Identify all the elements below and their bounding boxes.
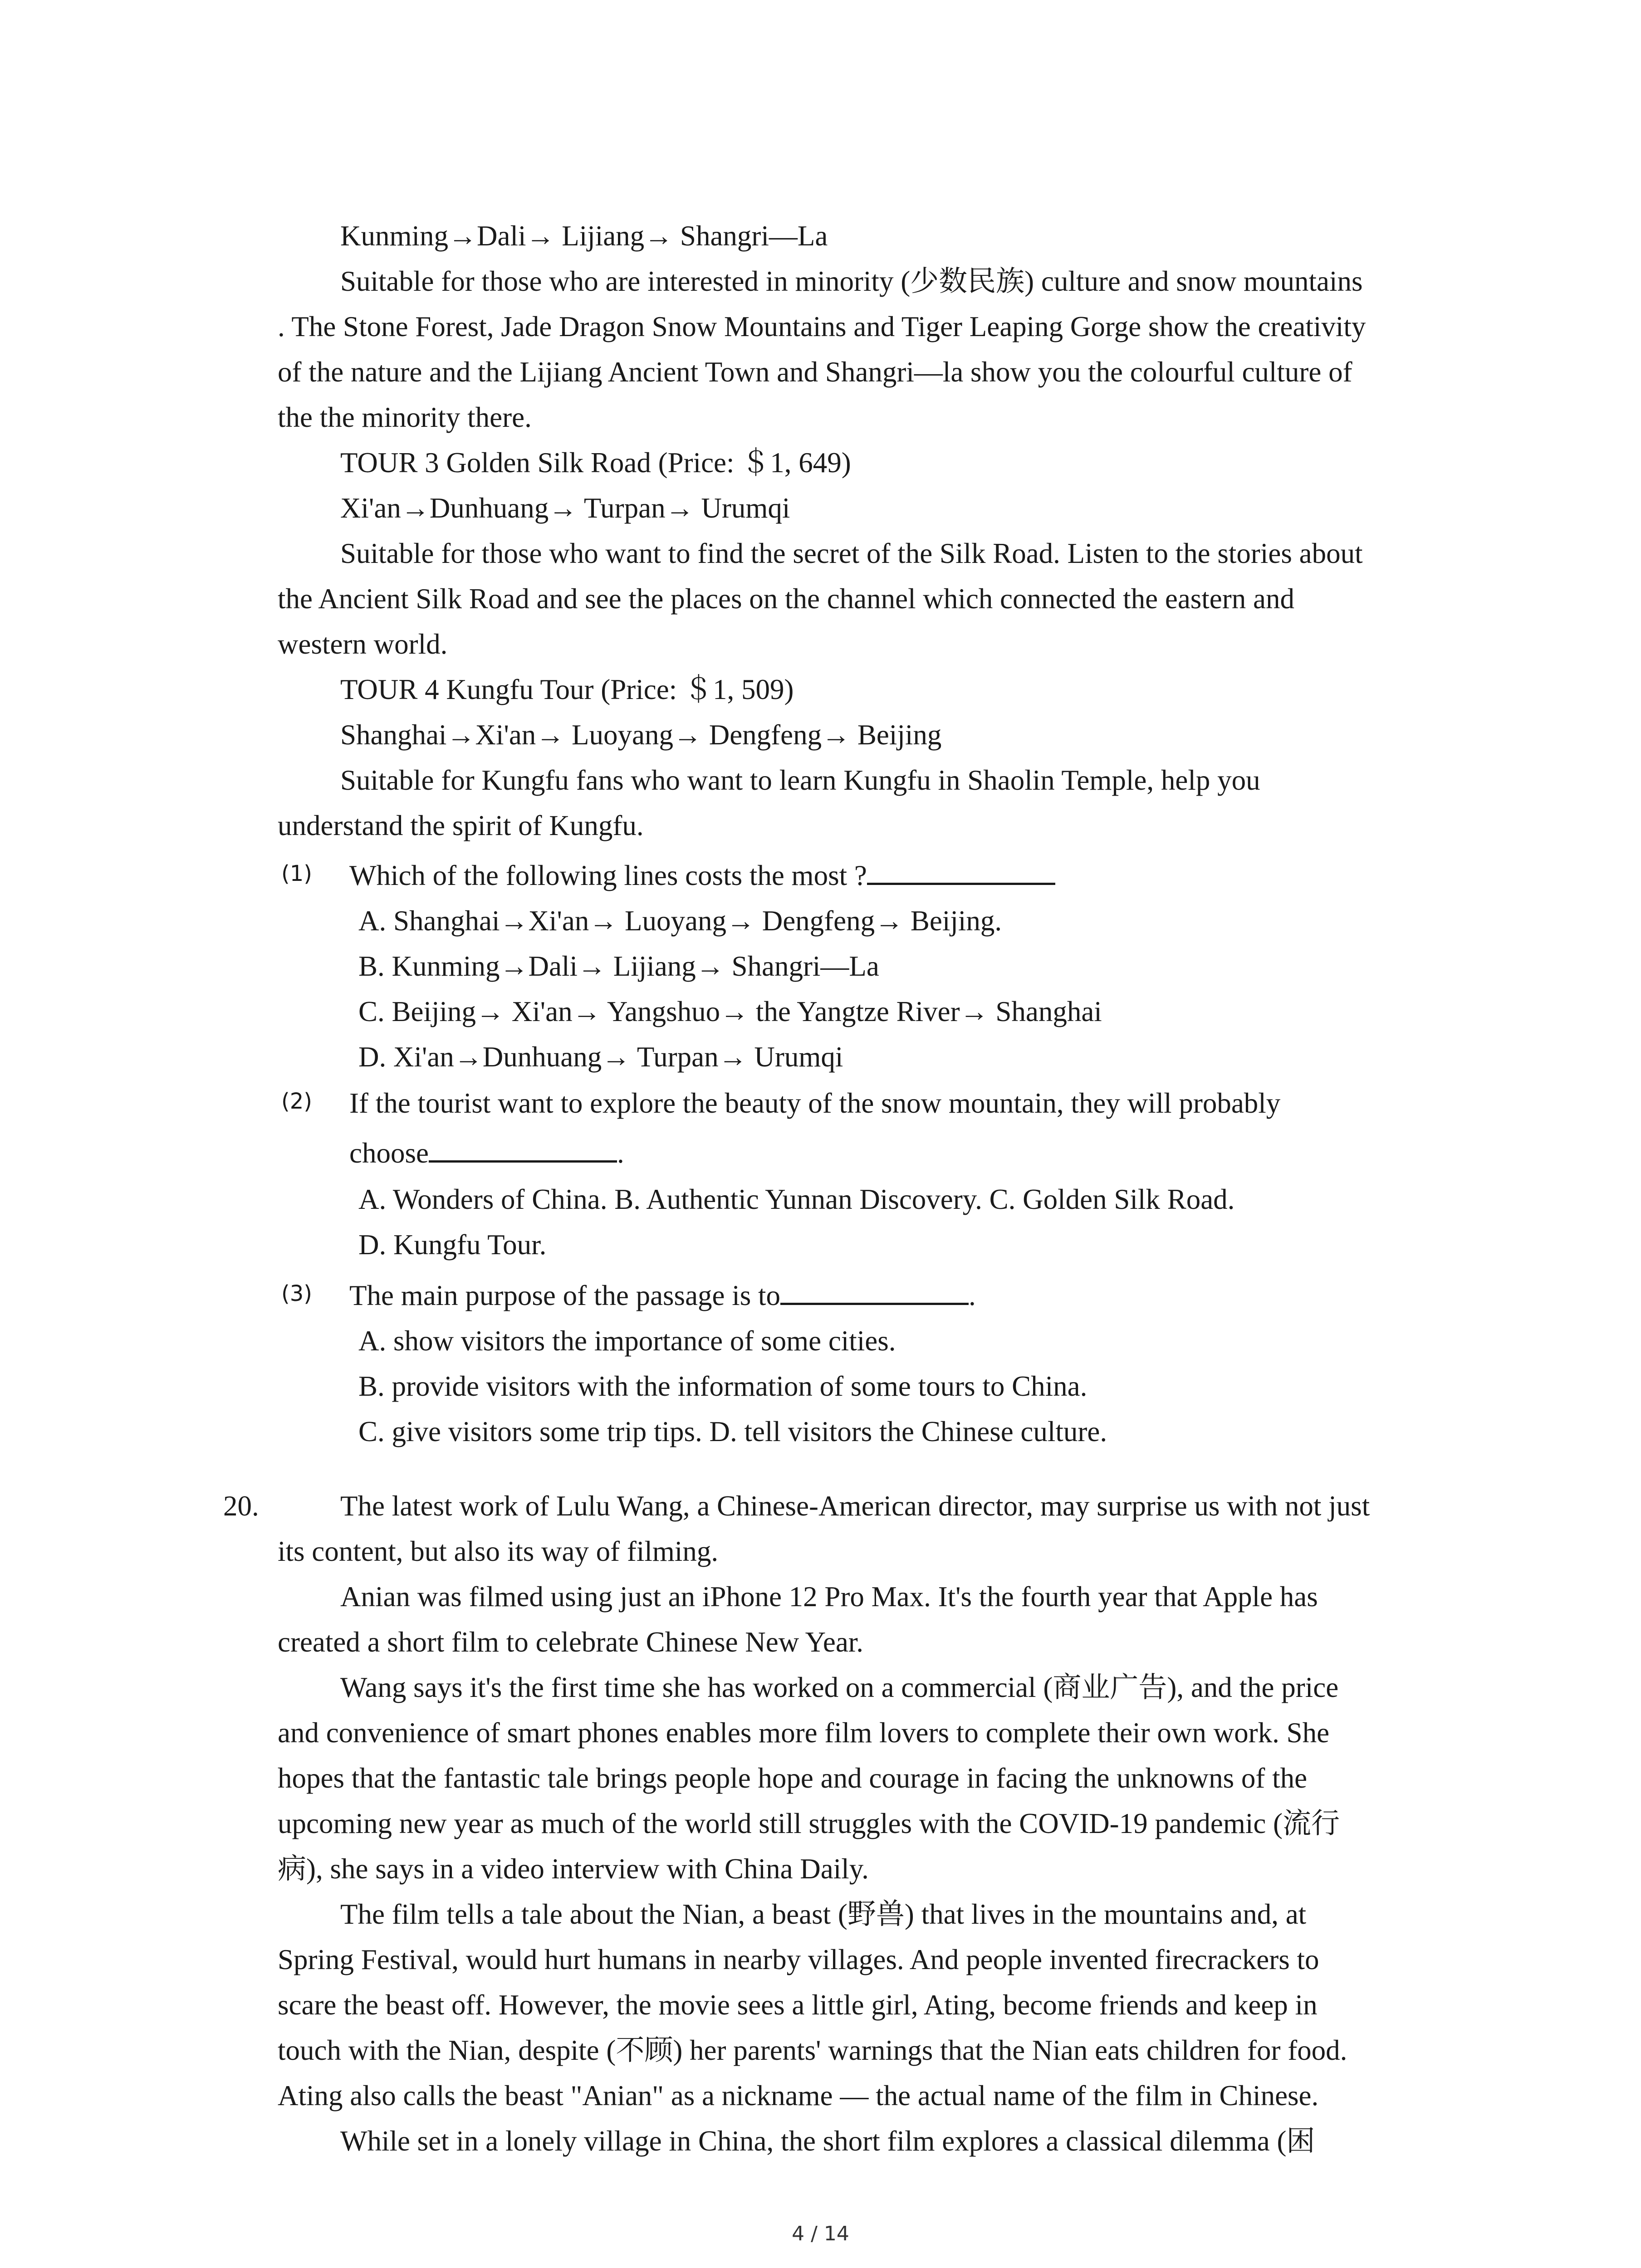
- passage-line: created a short film to celebrate Chinese New Year.: [278, 1626, 864, 1658]
- tour2-description-line: . The Stone Forest, Jade Dragon Snow Mountains and Tiger Leaping Gorge show the creativity: [278, 311, 1366, 342]
- passage-line: upcoming new year as much of the world still struggles with the COVID-19 pandemic (流行: [278, 1808, 1340, 1839]
- tour3-description-line: Suitable for those who want to find the secret of the Silk Road. Listen to the stories about: [340, 538, 1363, 569]
- passage-line: and convenience of smart phones enables more film lovers to complete their own work. She: [278, 1717, 1330, 1749]
- tour2-route: Kunming→Dali→ Lijiang→ Shangri—La: [340, 220, 828, 252]
- passage-line: Spring Festival, would hurt humans in nearby villages. And people invented firecrackers to: [278, 1944, 1319, 1975]
- option-d: D. Xi'an→Dunhuang→ Turpan→ Urumqi: [358, 1041, 843, 1073]
- question-stem: Which of the following lines costs the most ?: [349, 853, 1055, 898]
- tour4-route: Shanghai→Xi'an→ Luoyang→ Dengfeng→ Beijing: [340, 719, 942, 751]
- tour4-description-line: understand the spirit of Kungfu.: [278, 810, 644, 841]
- tour3-route: Xi'an→Dunhuang→ Turpan→ Urumqi: [340, 492, 790, 524]
- option-line: C. give visitors some trip tips. D. tell visitors the Chinese culture.: [358, 1416, 1107, 1447]
- tour3-description-line: western world.: [278, 628, 448, 660]
- option-a: A. Shanghai→Xi'an→ Luoyang→ Dengfeng→ Beijing.: [358, 905, 1002, 937]
- option-line: A. Wonders of China. B. Authentic Yunnan Discovery. C. Golden Silk Road.: [358, 1183, 1235, 1215]
- option-d: D. Kungfu Tour.: [358, 1229, 547, 1261]
- passage-line: Ating also calls the beast "Anian" as a nickname — the actual name of the film in Chinese.: [278, 2080, 1319, 2112]
- question-number: (3): [281, 1281, 312, 1306]
- passage-line: its content, but also its way of filming.: [278, 1535, 719, 1567]
- passage-line: The latest work of Lulu Wang, a Chinese-American director, may surprise us with not just: [340, 1490, 1370, 1522]
- option-a: A. show visitors the importance of some cities.: [358, 1325, 896, 1357]
- answer-blank[interactable]: [780, 1275, 969, 1305]
- option-b: B. Kunming→Dali→ Lijiang→ Shangri—La: [358, 950, 879, 982]
- answer-blank[interactable]: [867, 855, 1055, 885]
- answer-blank[interactable]: [429, 1132, 617, 1163]
- tour2-description-line: the the minority there.: [278, 401, 532, 433]
- passage-line: touch with the Nian, despite (不顾) her parents' warnings that the Nian eats children for food.: [278, 2034, 1347, 2066]
- passage-number: 20.: [223, 1490, 259, 1522]
- tour3-title: TOUR 3 Golden Silk Road (Price: ＄1, 649): [340, 447, 851, 479]
- passage-line: scare the beast off. However, the movie sees a little girl, Ating, become friends and keep in: [278, 1989, 1318, 2021]
- tour2-description-line: Suitable for those who are interested in minority (少数民族) culture and snow mountains: [340, 265, 1363, 297]
- passage-line: The film tells a tale about the Nian, a beast (野兽) that lives in the mountains and, at: [340, 1898, 1307, 1930]
- passage-line: Wang says it's the first time she has worked on a commercial (商业广告), and the price: [340, 1672, 1339, 1703]
- passage-line: While set in a lonely village in China, the short film explores a classical dilemma (困: [340, 2125, 1315, 2157]
- passage-line: 病), she says in a video interview with China Daily.: [278, 1853, 869, 1885]
- question-stem: choose .: [349, 1130, 624, 1176]
- tour2-description-line: of the nature and the Lijiang Ancient Town and Shangri—la show you the colourful culture of: [278, 356, 1352, 388]
- question-number: (1): [281, 861, 312, 886]
- question-stem: If the tourist want to explore the beauty of the snow mountain, they will probably: [349, 1087, 1281, 1119]
- page-number: 4 / 14: [792, 2222, 849, 2245]
- tour4-title: TOUR 4 Kungfu Tour (Price: ＄1, 509): [340, 674, 794, 705]
- option-b: B. provide visitors with the information of some tours to China.: [358, 1370, 1087, 1402]
- tour3-description-line: the Ancient Silk Road and see the places on the channel which connected the eastern and: [278, 583, 1294, 615]
- tour4-description-line: Suitable for Kungfu fans who want to learn Kungfu in Shaolin Temple, help you: [340, 764, 1260, 796]
- question-stem: The main purpose of the passage is to .: [349, 1273, 976, 1318]
- passage-line: hopes that the fantastic tale brings people hope and courage in facing the unknowns of the: [278, 1762, 1308, 1794]
- option-c: C. Beijing→ Xi'an→ Yangshuo→ the Yangtze River→ Shanghai: [358, 996, 1102, 1027]
- question-number: (2): [281, 1089, 312, 1114]
- passage-line: Anian was filmed using just an iPhone 12 Pro Max. It's the fourth year that Apple has: [340, 1581, 1318, 1613]
